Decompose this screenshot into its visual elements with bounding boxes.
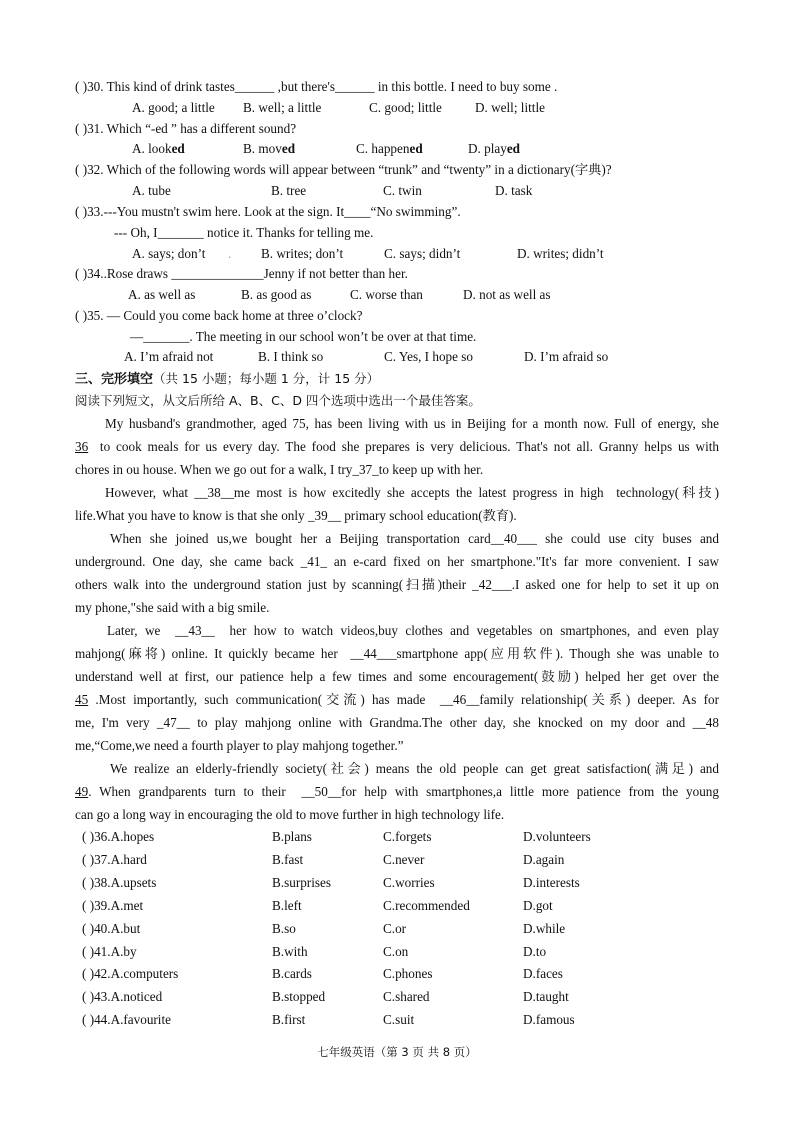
question-31-stem: ( )31. Which “-ed ” has a different sound? <box>75 121 297 136</box>
option-c: C.never <box>383 852 425 867</box>
option-b: B.stopped <box>272 989 326 1004</box>
passage-line: Later, we __43__ her how to watch videos,buy clothes and vegetables on smartphones, and even play <box>107 623 720 638</box>
option-b: B. moved <box>243 141 296 156</box>
option-c: C.phones <box>383 966 433 981</box>
option-a: ( )36.A.hopes <box>82 829 155 844</box>
passage-line: me, I'm very _47__ to play mahjong online with Grandma.The other day, she knocked on my door and __48 <box>75 715 719 730</box>
question-35-reply: —_______. The meeting in our school won’t be over at that time. <box>130 329 477 344</box>
option-b: B.left <box>272 898 302 913</box>
question-34-stem: ( )34..Rose draws ______________Jenny if not better than her. <box>75 266 408 281</box>
passage-line: my phone,"she said with a big smile. <box>75 600 270 615</box>
question-30-stem: ( )30. This kind of drink tastes______ ,but there's______ in this bottle. I need to buy some . <box>75 79 558 94</box>
option-c: C. good; little <box>369 100 442 115</box>
passage-line: My husband's grandmother, aged 75, has been living with us in Beijing for a month now. Full of energy, she <box>105 416 719 431</box>
option-b: B.with <box>272 944 308 959</box>
option-d: D. not as well as <box>463 287 551 302</box>
option-b: B.cards <box>272 966 312 981</box>
option-a: ( )44.A.favourite <box>82 1012 171 1027</box>
passage-line: 49. When grandparents turn to their __50__for help with smartphones,a little more patience from the young <box>75 784 719 799</box>
option-d: D. I’m afraid so <box>524 349 609 364</box>
option-d: D.while <box>523 921 566 936</box>
option-d: D.to <box>523 944 547 959</box>
passage-line: 36 to cook meals for us every day. The food she prepares is very delicious. That's not all. Granny helps us with <box>75 439 719 454</box>
option-a: ( )42.A.computers <box>82 966 179 981</box>
stray-dot: . <box>228 246 232 261</box>
option-b: B. I think so <box>258 349 324 364</box>
option-b: B.first <box>272 1012 306 1027</box>
option-c: C.suit <box>383 1012 415 1027</box>
passage-line: 45 .Most importantly, such communication(交流) has made __46__family relationship(关系) deeper. As for <box>75 692 720 707</box>
option-d: D.faces <box>523 966 563 981</box>
section-heading: 三、完形填空（共 15 小题；每小题 1 分，计 15 分） <box>75 371 380 387</box>
option-d: D.again <box>523 852 565 867</box>
option-a: A. I’m afraid not <box>124 349 214 364</box>
option-b: B.fast <box>272 852 304 867</box>
question-35-stem: ( )35. — Could you come back home at three o’clock? <box>75 308 363 323</box>
option-b: B. writes; don’t <box>261 246 344 261</box>
option-b: B.so <box>272 921 296 936</box>
option-d: D.volunteers <box>523 829 591 844</box>
option-a: ( )37.A.hard <box>82 852 147 867</box>
option-c: C.shared <box>383 989 430 1004</box>
passage-line: can go a long way in encouraging the old to move further in high technology life. <box>75 807 505 822</box>
passage-line: When she joined us,we bought her a Beijing transportation card__40___ she could use city buses and <box>110 531 719 546</box>
option-d: D.famous <box>523 1012 575 1027</box>
option-d: D.got <box>523 898 553 913</box>
option-a: ( )38.A.upsets <box>82 875 157 890</box>
option-c: C. worse than <box>350 287 423 302</box>
passage-line: life.What you have to know is that she only _39__ primary school education(教育). <box>75 508 517 523</box>
option-b: B. as good as <box>241 287 312 302</box>
option-c: C.or <box>383 921 407 936</box>
option-c: C.recommended <box>383 898 470 913</box>
page-footer: 七年级英语（第 3 页 共 8 页） <box>317 1045 477 1059</box>
option-a: A. tube <box>132 183 171 198</box>
option-d: D.taught <box>523 989 569 1004</box>
passage-line: me,“Come,we need a fourth player to play mahjong together.” <box>75 738 404 753</box>
passage-line: understand well at first, our patience help a few times and some encouragement(鼓励) helped her get over the <box>75 669 719 684</box>
option-b: B. tree <box>271 183 307 198</box>
option-b: B.plans <box>272 829 312 844</box>
option-a: ( )39.A.met <box>82 898 144 913</box>
option-c: C. happened <box>356 141 423 156</box>
passage-line: chores in ou house. When we go out for a walk, I try_37_to keep up with her. <box>75 462 484 477</box>
option-d: D. played <box>468 141 521 156</box>
option-a: ( )41.A.by <box>82 944 137 959</box>
question-33-stem: ( )33.---You mustn't swim here. Look at the sign. It____“No swimming”. <box>75 204 461 219</box>
question-32-stem: ( )32. Which of the following words will appear between “trunk” and “twenty” in a dictionary(字典)? <box>75 162 612 177</box>
option-d: D. writes; didn’t <box>517 246 604 261</box>
option-c: C.worries <box>383 875 435 890</box>
option-d: D. well; little <box>475 100 545 115</box>
option-c: C. says; didn’t <box>384 246 461 261</box>
option-b: B.surprises <box>272 875 331 890</box>
passage-line: We realize an elderly-friendly society(社会) means the old people can get great satisfaction(满足) and <box>110 761 719 776</box>
option-c: C.on <box>383 944 409 959</box>
option-c: C. twin <box>383 183 422 198</box>
section-instruction: 阅读下列短文，从文后所给 A、B、C、D 四个选项中选出一个最佳答案。 <box>75 393 481 408</box>
option-c: C.forgets <box>383 829 432 844</box>
passage-line: mahjong(麻将) online. It quickly became her __44___smartphone app(应用软件). Though she was unable to <box>75 646 719 661</box>
option-a: A. good; a little <box>132 100 215 115</box>
option-a: ( )43.A.noticed <box>82 989 163 1004</box>
option-a: ( )40.A.but <box>82 921 141 936</box>
option-d: D.interests <box>523 875 580 890</box>
question-33-reply: --- Oh, I_______ notice it. Thanks for telling me. <box>114 225 374 240</box>
passage-line: underground. One day, she came back _41_ an e-card fixed on her smartphone."It's far more convenient. I saw <box>75 554 720 569</box>
passage-line: However, what __38__me most is how excitedly she accepts the latest progress in high technology(科技) <box>105 485 719 500</box>
option-a: A. looked <box>132 141 185 156</box>
option-b: B. well; a little <box>243 100 322 115</box>
option-a: A. says; don’t <box>132 246 206 261</box>
passage-line: others walk into the underground station just by scanning(扫描)their _42___.I asked one for help to set it up on <box>75 577 719 592</box>
option-a: A. as well as <box>128 287 196 302</box>
option-d: D. task <box>495 183 533 198</box>
option-c: C. Yes, I hope so <box>384 349 474 364</box>
